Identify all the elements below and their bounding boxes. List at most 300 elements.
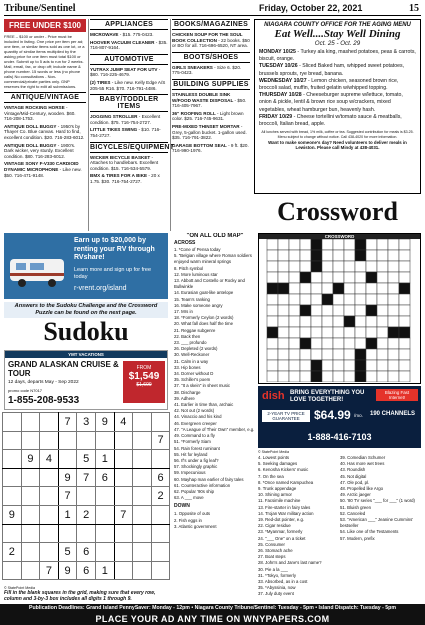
sudoku-cell[interactable]: 6: [95, 468, 114, 487]
crossword-cell[interactable]: [399, 327, 410, 338]
crossword-cell[interactable]: [344, 305, 355, 316]
sudoku-cell[interactable]: 9: [58, 561, 77, 580]
sudoku-cell[interactable]: 9: [58, 468, 77, 487]
sudoku-cell[interactable]: [40, 505, 59, 524]
crossword-cell[interactable]: [377, 371, 388, 382]
ad-phone[interactable]: 1-855-208-9533: [8, 395, 80, 406]
crossword-cell[interactable]: [344, 272, 355, 283]
crossword-cell[interactable]: [278, 272, 289, 283]
crossword-cell[interactable]: [311, 239, 322, 250]
sudoku-cell[interactable]: [58, 524, 77, 543]
crossword-cell[interactable]: [366, 283, 377, 294]
sudoku-cell[interactable]: [21, 505, 40, 524]
sudoku-cell[interactable]: 7: [77, 468, 96, 487]
sudoku-cell[interactable]: [151, 450, 170, 469]
crossword-cell[interactable]: [355, 349, 366, 360]
crossword-cell[interactable]: [311, 283, 322, 294]
sudoku-cell[interactable]: [133, 505, 152, 524]
crossword-cell[interactable]: [333, 327, 344, 338]
crossword-cell[interactable]: [366, 239, 377, 250]
crossword-cell[interactable]: [289, 294, 300, 305]
sudoku-cell[interactable]: [77, 524, 96, 543]
classifieds-col-1: [4, 19, 86, 178]
crossword-cell[interactable]: [377, 261, 388, 272]
crossword-cell[interactable]: [267, 327, 278, 338]
crossword-cell[interactable]: [366, 272, 377, 283]
sudoku-cell[interactable]: 6: [151, 468, 170, 487]
clue: 62. Popular '90s ship: [174, 488, 214, 494]
sudoku-cell[interactable]: [114, 468, 133, 487]
crossword-cell[interactable]: [377, 305, 388, 316]
crossword-cell[interactable]: [322, 316, 333, 327]
crossword-cell[interactable]: [399, 360, 410, 371]
crossword-cell[interactable]: [399, 272, 410, 283]
crossword-cell[interactable]: [278, 261, 289, 272]
clue: 33. Hip bones: [174, 364, 201, 370]
clue: 6. Kenosha Kickers' music: [258, 467, 309, 473]
crossword-cell[interactable]: [267, 272, 278, 283]
sudoku-cell[interactable]: 7: [151, 431, 170, 450]
sudoku-cell[interactable]: 2: [77, 505, 96, 524]
sudoku-cell[interactable]: [133, 431, 152, 450]
crossword-cell[interactable]: [344, 349, 355, 360]
crossword-cell[interactable]: [311, 305, 322, 316]
crossword-cell[interactable]: [278, 294, 289, 305]
crossword-cell[interactable]: [366, 316, 377, 327]
crossword-cell[interactable]: [300, 338, 311, 349]
crossword-cell[interactable]: [366, 371, 377, 382]
crossword-cell[interactable]: [300, 272, 311, 283]
sudoku-cell[interactable]: 2: [151, 487, 170, 506]
crossword-cell[interactable]: [300, 327, 311, 338]
sudoku-cell[interactable]: 4: [114, 413, 133, 432]
dish-phone[interactable]: 1-888-416-7103: [307, 432, 372, 442]
clue: 54. Rain forest ruminant: [174, 445, 220, 451]
crossword-cell[interactable]: [388, 360, 399, 371]
crossword-cell[interactable]: [388, 261, 399, 272]
sudoku-cell[interactable]: [95, 524, 114, 543]
clue: 51. Bluish green: [340, 504, 372, 510]
crossword-cell[interactable]: [399, 316, 410, 327]
crossword-cell[interactable]: [289, 349, 300, 360]
dish-ad: [258, 386, 421, 448]
dish-logo: dish: [262, 390, 285, 402]
sudoku-cell[interactable]: 6: [77, 561, 96, 580]
crossword-cell[interactable]: [300, 283, 311, 294]
crossword-cell[interactable]: [377, 349, 388, 360]
clue: 37. "It a skein" in sheet music: [174, 383, 231, 389]
crossword-cell[interactable]: [289, 327, 300, 338]
sudoku-cell[interactable]: [151, 561, 170, 580]
crossword-cell[interactable]: [278, 316, 289, 327]
clue: 47. "A League of Their Own" member, e.g.: [174, 426, 255, 432]
crossword-cell[interactable]: [322, 250, 333, 261]
dish-per: /mo.: [354, 413, 363, 418]
sudoku-cell[interactable]: [133, 450, 152, 469]
crossword-cell[interactable]: [399, 294, 410, 305]
crossword-cell[interactable]: [289, 283, 300, 294]
sudoku-cell[interactable]: [133, 487, 152, 506]
crossword-cell[interactable]: [300, 294, 311, 305]
crossword-cell[interactable]: [399, 239, 410, 250]
crossword-cell[interactable]: [344, 239, 355, 250]
crossword-cell[interactable]: [278, 327, 289, 338]
crossword-cell[interactable]: [333, 316, 344, 327]
sudoku-cell[interactable]: [95, 505, 114, 524]
crossword-cell[interactable]: [366, 261, 377, 272]
sudoku-cell[interactable]: 6: [77, 543, 96, 562]
sudoku-cell[interactable]: [114, 561, 133, 580]
sudoku-cell[interactable]: 9: [95, 413, 114, 432]
crossword-cell[interactable]: [355, 250, 366, 261]
crossword-cell[interactable]: [355, 261, 366, 272]
sudoku-cell[interactable]: [3, 561, 22, 580]
sudoku-cell[interactable]: [151, 524, 170, 543]
sudoku-cell[interactable]: [133, 468, 152, 487]
crossword-cell[interactable]: [388, 272, 399, 283]
crossword-cell[interactable]: [300, 305, 311, 316]
crossword-cell[interactable]: [322, 272, 333, 283]
crossword-cell[interactable]: [333, 305, 344, 316]
sudoku-cell[interactable]: [40, 543, 59, 562]
crossword-cell[interactable]: [333, 338, 344, 349]
sudoku-cell[interactable]: [21, 468, 40, 487]
sudoku-cell[interactable]: 1: [58, 505, 77, 524]
crossword-cell[interactable]: [322, 305, 333, 316]
sudoku-cell[interactable]: [95, 431, 114, 450]
sudoku-cell[interactable]: 9: [21, 450, 40, 469]
crossword-cell[interactable]: [366, 305, 377, 316]
clue: 42. Not out (2 words): [174, 408, 215, 414]
sudoku-cell[interactable]: [21, 487, 40, 506]
clue: 15. Team's ranking: [174, 296, 210, 302]
clue: 23. *Myanmar, formerly: [258, 529, 303, 535]
sudoku-cell[interactable]: 7: [40, 561, 59, 580]
crossword-cell[interactable]: [333, 371, 344, 382]
sudoku-cell[interactable]: [40, 468, 59, 487]
crossword-cell[interactable]: [311, 316, 322, 327]
sudoku-cell[interactable]: [3, 524, 22, 543]
crossword-cell[interactable]: [300, 371, 311, 382]
clue: 46. Evergreen creeper: [174, 420, 217, 426]
crossword-cell[interactable]: [311, 250, 322, 261]
crossword-cell[interactable]: [377, 294, 388, 305]
crossword-cell[interactable]: [322, 294, 333, 305]
sudoku-cell[interactable]: [40, 431, 59, 450]
sudoku-cell[interactable]: 5: [58, 543, 77, 562]
clue: 54. Like one of the Testaments: [340, 529, 399, 535]
clue: 8. Pitch symbol: [174, 265, 204, 271]
crossword-cell[interactable]: [344, 316, 355, 327]
sudoku-grid[interactable]: [2, 412, 170, 580]
crossword-cell[interactable]: [289, 305, 300, 316]
crossword-cell[interactable]: [344, 294, 355, 305]
crossword-cell[interactable]: [267, 239, 278, 250]
crossword-cell[interactable]: [311, 349, 322, 360]
crossword-cell[interactable]: [311, 327, 322, 338]
crossword-cell[interactable]: [322, 283, 333, 294]
crossword-cell[interactable]: [322, 371, 333, 382]
clue: 35. Schiller's poem: [174, 377, 211, 383]
clue: 4. Lowest points: [258, 455, 290, 460]
crossword-cell[interactable]: [366, 349, 377, 360]
rv-url[interactable]: r-vrent.org/island: [74, 285, 127, 292]
clue: 1. *Cone of Pensa today: [174, 247, 221, 252]
clue: 41. Earlier in time than, archaic: [174, 402, 234, 408]
crossword-cell[interactable]: [377, 250, 388, 261]
crossword-cell[interactable]: [344, 250, 355, 261]
crossword-cell[interactable]: [267, 316, 278, 327]
clue: 47. Ole pod, pl.: [340, 479, 370, 485]
crossword-cell[interactable]: [322, 239, 333, 250]
crossword-cell[interactable]: [267, 360, 278, 371]
sudoku-cell[interactable]: [21, 543, 40, 562]
sudoku-cell[interactable]: [133, 543, 152, 562]
crossword-cell[interactable]: [333, 349, 344, 360]
clue: 13. Abbott and Costello or Rocky and Bullwinkle: [174, 278, 245, 290]
sudoku-cell[interactable]: [114, 543, 133, 562]
crossword-cell[interactable]: [300, 316, 311, 327]
crossword-cell[interactable]: [366, 327, 377, 338]
crossword-cell[interactable]: [278, 250, 289, 261]
crossword-cell[interactable]: [355, 371, 366, 382]
sudoku-cell[interactable]: 3: [77, 413, 96, 432]
sudoku-cell[interactable]: [151, 543, 170, 562]
sudoku-cell[interactable]: [114, 524, 133, 543]
crossword-cell[interactable]: [267, 338, 278, 349]
sudoku-cell[interactable]: [21, 524, 40, 543]
crossword-cell[interactable]: [399, 338, 410, 349]
crossword-cell[interactable]: [333, 239, 344, 250]
clue: 57. Shockingly graphic: [174, 464, 218, 470]
crossword-cell[interactable]: [388, 294, 399, 305]
sudoku-cell[interactable]: [77, 487, 96, 506]
crossword-cell[interactable]: [388, 250, 399, 261]
sudoku-cell[interactable]: [58, 431, 77, 450]
sudoku-cell[interactable]: [21, 431, 40, 450]
sudoku-cell[interactable]: [114, 450, 133, 469]
listing: PRE-MIXED THINSET MORTAR - Grey, 5-gallon bucket. 1-gallon used. $35. 716-791-3822.: [172, 123, 247, 141]
crossword-cell[interactable]: [333, 360, 344, 371]
crossword-cell[interactable]: [355, 294, 366, 305]
crossword-cell[interactable]: [311, 261, 322, 272]
crossword-cell[interactable]: [377, 239, 388, 250]
crossword-cell[interactable]: [267, 261, 278, 272]
crossword-cell[interactable]: [278, 239, 289, 250]
crossword-cell[interactable]: [399, 371, 410, 382]
crossword-cell[interactable]: [322, 338, 333, 349]
crossword-cell[interactable]: [355, 239, 366, 250]
crossword-cell[interactable]: [366, 360, 377, 371]
crossword-cell[interactable]: [267, 283, 278, 294]
crossword-credit: © StatePoint Media: [258, 450, 290, 454]
crossword-cell[interactable]: [289, 338, 300, 349]
crossword-cell[interactable]: [278, 305, 289, 316]
sudoku-instructions: Fill in the blank squares in the grid, making sure that every row, column and 3-by-3 box includes all digits 1 through 9.: [4, 590, 156, 602]
crossword-cell[interactable]: [388, 305, 399, 316]
crossword-cell[interactable]: [278, 338, 289, 349]
sudoku-cell[interactable]: [40, 487, 59, 506]
crossword-cell[interactable]: [399, 261, 410, 272]
crossword-cell[interactable]: [333, 294, 344, 305]
crossword-cell[interactable]: [289, 250, 300, 261]
crossword-cell[interactable]: [311, 294, 322, 305]
crossword-cell[interactable]: [399, 305, 410, 316]
crossword-cell[interactable]: [311, 360, 322, 371]
crossword-cell[interactable]: [388, 349, 399, 360]
crossword-cell[interactable]: [388, 316, 399, 327]
sudoku-cell[interactable]: [3, 413, 22, 432]
sudoku-credit: © StatePoint Media: [4, 586, 36, 590]
sudoku-cell[interactable]: [21, 413, 40, 432]
crossword-title: Crossword: [277, 197, 398, 226]
crossword-cell[interactable]: [344, 338, 355, 349]
crossword-cell[interactable]: [289, 272, 300, 283]
clue: 50. '80 TV series "___ for ___" (1 word): [340, 498, 415, 504]
sudoku-cell[interactable]: [151, 505, 170, 524]
sudoku-cell[interactable]: [21, 561, 40, 580]
crossword-cell[interactable]: [388, 371, 399, 382]
sudoku-cell[interactable]: [95, 543, 114, 562]
crossword-cell[interactable]: [388, 239, 399, 250]
crossword-cell[interactable]: [344, 360, 355, 371]
crossword-cell[interactable]: [267, 294, 278, 305]
crossword-cell[interactable]: [322, 261, 333, 272]
crossword-cell[interactable]: [399, 349, 410, 360]
crossword-cell[interactable]: [355, 327, 366, 338]
clue: 26. Depleted (2 words): [174, 346, 218, 352]
crossword-cell[interactable]: [388, 283, 399, 294]
sudoku-cell[interactable]: [77, 431, 96, 450]
sudoku-cell[interactable]: [3, 450, 22, 469]
clue: 56. If's under a fig leaf?: [174, 457, 219, 463]
crossword-cell[interactable]: [355, 316, 366, 327]
crossword-cell[interactable]: [311, 338, 322, 349]
sudoku-cell[interactable]: 1: [95, 561, 114, 580]
sudoku-cell[interactable]: 2: [3, 543, 22, 562]
crossword-cell[interactable]: [377, 327, 388, 338]
sudoku-cell[interactable]: [95, 487, 114, 506]
crossword-cell[interactable]: [289, 316, 300, 327]
crossword-cell[interactable]: [388, 327, 399, 338]
crossword-cell[interactable]: [333, 283, 344, 294]
sudoku-cell[interactable]: [114, 487, 133, 506]
crossword-cell[interactable]: [267, 250, 278, 261]
crossword-cell[interactable]: [377, 272, 388, 283]
crossword-cell[interactable]: [355, 360, 366, 371]
sudoku-cell[interactable]: [3, 487, 22, 506]
crossword-cell[interactable]: [333, 250, 344, 261]
crossword-cell[interactable]: [377, 283, 388, 294]
crossword-cell[interactable]: [333, 261, 344, 272]
sudoku-cell[interactable]: [3, 468, 22, 487]
crossword-cell[interactable]: [311, 272, 322, 283]
crossword-cell[interactable]: [278, 349, 289, 360]
crossword-cell[interactable]: [377, 316, 388, 327]
clue: 10. Shining armor: [258, 492, 292, 498]
clue: 12. More luminous star: [174, 271, 218, 277]
crossword-cell[interactable]: [289, 360, 300, 371]
down-clues-part-1: [174, 511, 256, 530]
sudoku-cell[interactable]: [133, 524, 152, 543]
footer-cta[interactable]: PLACE YOUR AD ANY TIME ON WNYPAPERS.COM: [0, 613, 425, 625]
sudoku-cell[interactable]: [3, 431, 22, 450]
crossword-cell[interactable]: [366, 250, 377, 261]
clue: 49. Arctic jaeger: [340, 492, 371, 498]
crossword-cell[interactable]: [344, 261, 355, 272]
clue: 55. Hit for leyland: [174, 451, 208, 457]
sudoku-cell[interactable]: 7: [58, 413, 77, 432]
sudoku-cell[interactable]: 7: [58, 487, 77, 506]
sudoku-cell[interactable]: 7: [114, 505, 133, 524]
crossword-cell[interactable]: [355, 283, 366, 294]
crossword-cell[interactable]: [355, 272, 366, 283]
crossword-cell[interactable]: [278, 371, 289, 382]
crossword-cell[interactable]: [289, 239, 300, 250]
crossword-cell[interactable]: [366, 294, 377, 305]
sudoku-cell[interactable]: 5: [77, 450, 96, 469]
clue: 33. Absorbed, as in a cost: [258, 579, 308, 585]
crossword-cell[interactable]: [344, 371, 355, 382]
sudoku-cell[interactable]: 1: [95, 450, 114, 469]
clue: 2. Fish eggs in: [174, 517, 202, 523]
sudoku-cell[interactable]: [114, 431, 133, 450]
sudoku-cell[interactable]: [40, 413, 59, 432]
crossword-cell[interactable]: [344, 327, 355, 338]
crossword-cell[interactable]: [388, 338, 399, 349]
crossword-cell[interactable]: [333, 272, 344, 283]
crossword-cell[interactable]: [377, 360, 388, 371]
clue: 8. *Once named Kampuchea: [258, 479, 314, 485]
crossword-cell[interactable]: [355, 305, 366, 316]
clue: 14. Eurasian goat-like antelope: [174, 290, 234, 296]
crossword-cell[interactable]: [322, 327, 333, 338]
crossword-cell[interactable]: [344, 283, 355, 294]
crossword-cell[interactable]: [267, 349, 278, 360]
crossword-cell[interactable]: [300, 349, 311, 360]
crossword-cell[interactable]: [300, 360, 311, 371]
crossword-cell[interactable]: [355, 338, 366, 349]
sudoku-cell[interactable]: [133, 413, 152, 432]
crossword-cell[interactable]: [267, 305, 278, 316]
crossword-cell[interactable]: [366, 338, 377, 349]
crossword-cell[interactable]: [322, 360, 333, 371]
crossword-cell[interactable]: [311, 371, 322, 382]
sudoku-cell[interactable]: 9: [3, 505, 22, 524]
crossword-cell[interactable]: [300, 250, 311, 261]
crossword-cell[interactable]: [278, 283, 289, 294]
crossword-grid[interactable]: [259, 239, 420, 382]
sudoku-cell[interactable]: [40, 524, 59, 543]
crossword-cell[interactable]: [267, 371, 278, 382]
clue: 26. Stomach ache: [258, 548, 293, 554]
clue: 34. Dorner without D: [174, 371, 214, 377]
sudoku-cell[interactable]: [133, 561, 152, 580]
crossword-cell[interactable]: [278, 360, 289, 371]
sudoku-cell[interactable]: [151, 413, 170, 432]
crossword-cell[interactable]: [300, 239, 311, 250]
crossword-cell[interactable]: [300, 261, 311, 272]
crossword-cell[interactable]: [399, 250, 410, 261]
crossword-cell[interactable]: [399, 283, 410, 294]
crossword-cell[interactable]: [377, 338, 388, 349]
sudoku-cell[interactable]: [58, 450, 77, 469]
crossword-cell[interactable]: [322, 349, 333, 360]
crossword-cell[interactable]: [289, 371, 300, 382]
crossword-cell[interactable]: [289, 261, 300, 272]
aging-slogan: Eat Well....Stay Well Dining: [274, 28, 401, 40]
sudoku-cell[interactable]: 4: [40, 450, 59, 469]
